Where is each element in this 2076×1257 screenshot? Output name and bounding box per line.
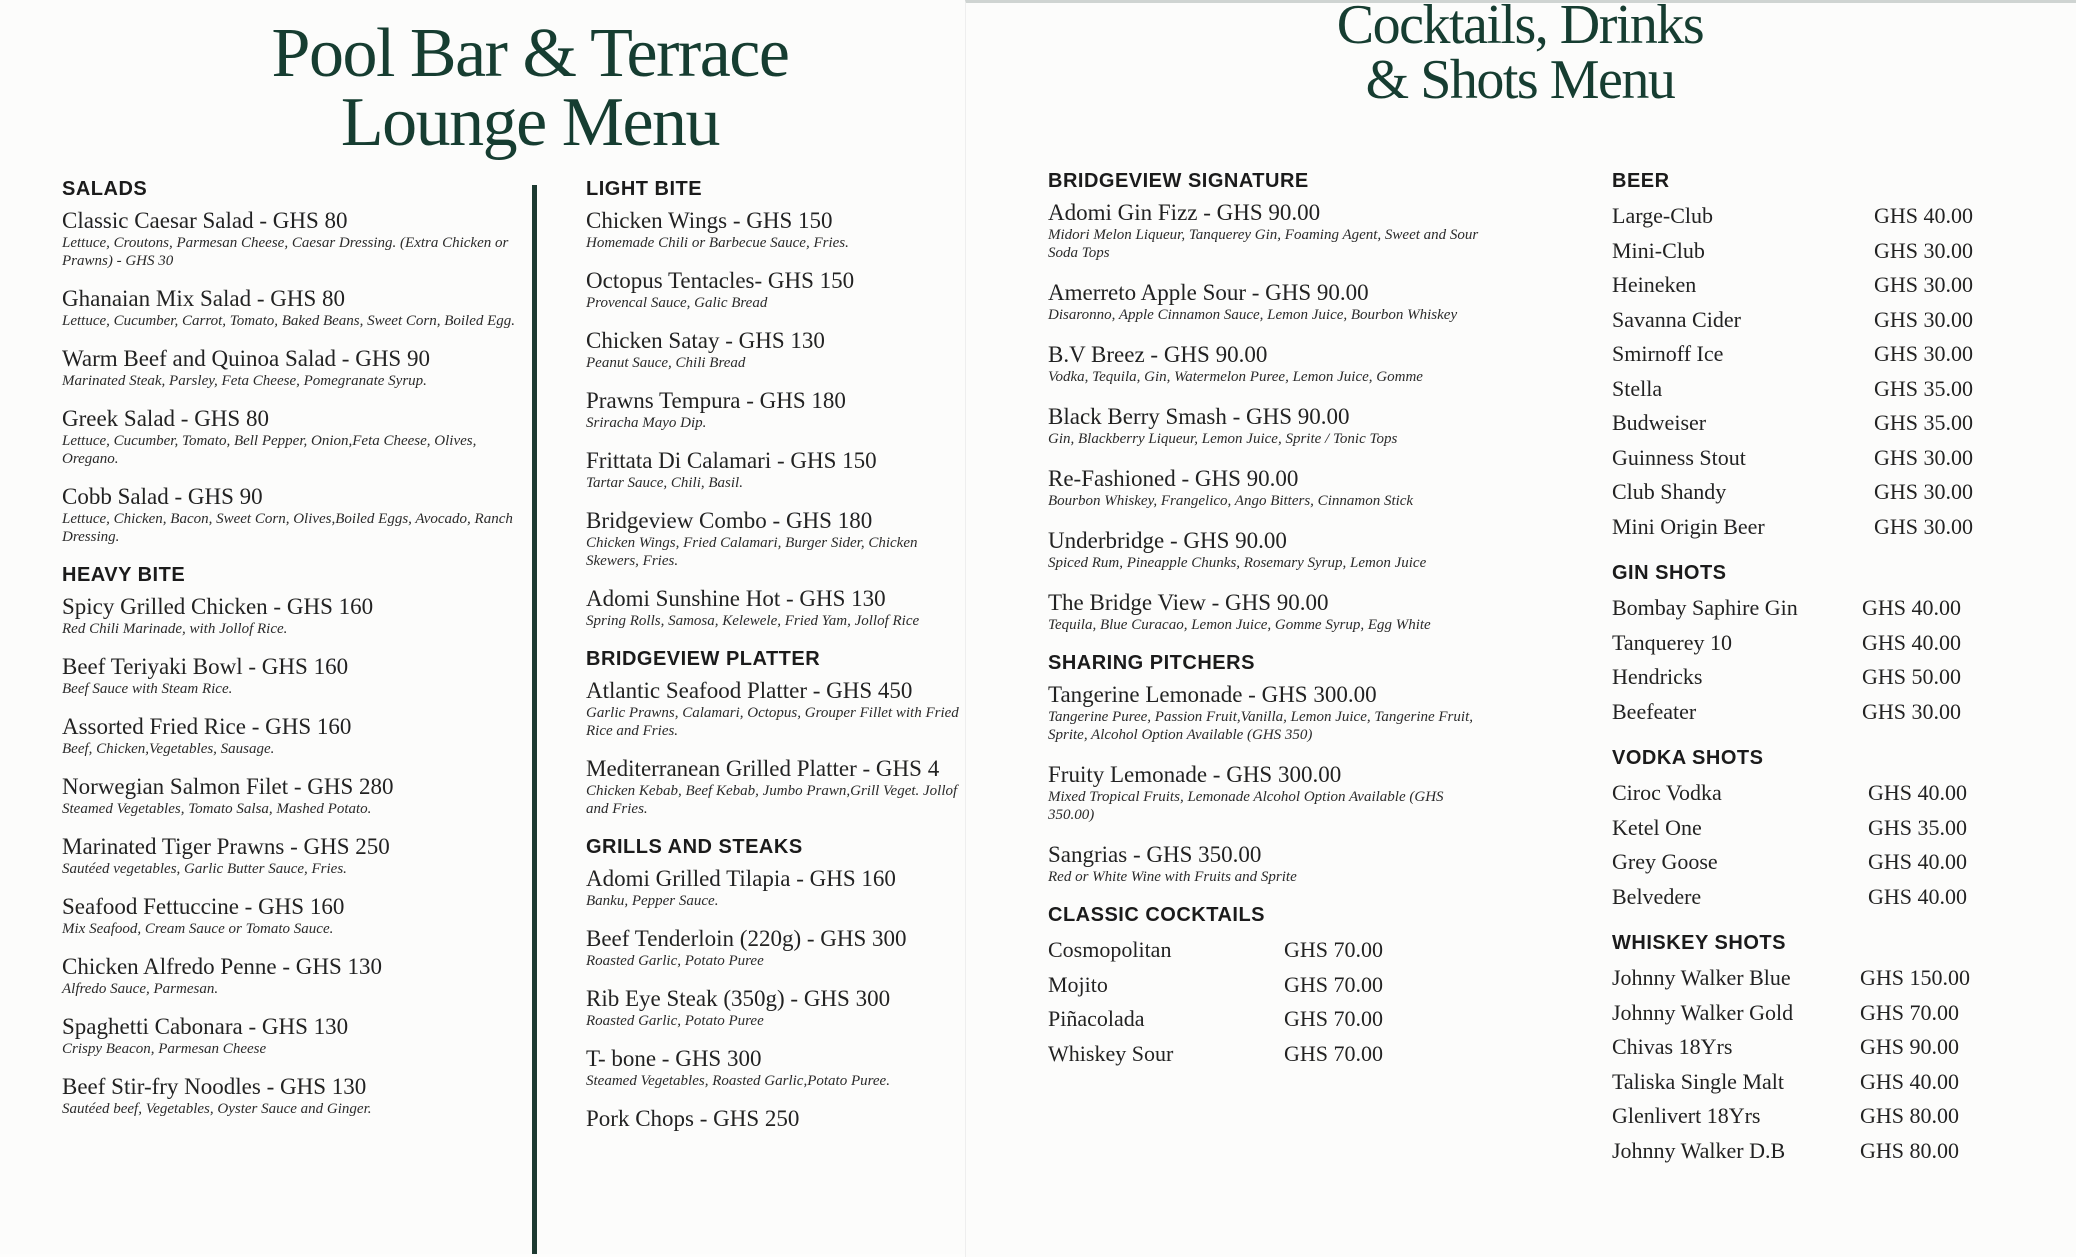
menu-item bbox=[62, 713, 522, 758]
item-description: Vodka, Tequila, Gin, Watermelon Puree, Lemon Juice, Gomme bbox=[1048, 369, 1423, 385]
item-description: Lettuce, Cucumber, Tomato, Bell Pepper, Onion,Feta Cheese, Olives, Oregano. bbox=[62, 433, 477, 467]
item-name: Spicy Grilled Chicken - GHS 160 bbox=[62, 594, 374, 619]
menu-item bbox=[62, 1013, 522, 1058]
menu-item bbox=[1048, 841, 1488, 886]
item-name: Guinness Stout bbox=[1612, 444, 1746, 470]
price-row bbox=[1612, 961, 2032, 996]
item-description: Homemade Chili or Barbecue Sauce, Fries. bbox=[586, 235, 849, 251]
menu-item bbox=[62, 285, 522, 330]
price-row bbox=[1612, 695, 2032, 730]
price-row bbox=[1048, 1037, 1488, 1072]
menu-item bbox=[586, 1045, 961, 1090]
platter-section bbox=[586, 648, 961, 818]
item-name: Johnny Walker Blue bbox=[1612, 965, 1791, 990]
item-name: Smirnoff Ice bbox=[1612, 341, 1724, 366]
item-price: GHS 30.00 bbox=[1874, 306, 1974, 332]
drinks-title-line2: & Shots Menu bbox=[1365, 48, 1675, 111]
item-name: Octopus Tentacles- GHS 150 bbox=[586, 268, 855, 293]
item-name: Spaghetti Cabonara - GHS 130 bbox=[62, 1014, 349, 1039]
section-heading: GRILLS AND STEAKS bbox=[586, 836, 803, 858]
price-row bbox=[1612, 510, 2032, 545]
item-name: The Bridge View - GHS 90.00 bbox=[1048, 590, 1329, 615]
item-price: GHS 40.00 bbox=[1862, 629, 1962, 655]
item-name: Black Berry Smash - GHS 90.00 bbox=[1048, 404, 1350, 429]
item-name: Mediterranean Grilled Platter - GHS 4 bbox=[586, 756, 940, 781]
menu-item bbox=[586, 507, 961, 570]
item-description: Tangerine Puree, Passion Fruit,Vanilla, Lemon Juice, Tangerine Fruit, Sprite, Alcohol Option Available (GHS 350) bbox=[1048, 709, 1473, 743]
menu-item bbox=[62, 953, 522, 998]
item-price: GHS 35.00 bbox=[1868, 814, 1968, 840]
menu-item bbox=[62, 1073, 522, 1118]
food-title-line2: Lounge Menu bbox=[340, 83, 720, 161]
light-bite-list bbox=[586, 207, 961, 630]
item-description: Beef Sauce with Steam Rice. bbox=[62, 681, 233, 697]
item-name: Marinated Tiger Prawns - GHS 250 bbox=[62, 834, 390, 859]
menu-item bbox=[62, 653, 522, 698]
menu-item bbox=[586, 1105, 961, 1132]
price-row bbox=[1048, 933, 1488, 968]
price-row bbox=[1612, 776, 2032, 811]
section-heading: HEAVY BITE bbox=[62, 564, 186, 586]
menu-item bbox=[1048, 761, 1488, 824]
menu-item bbox=[1048, 589, 1488, 634]
item-name: Budweiser bbox=[1612, 410, 1707, 435]
item-name: Grey Goose bbox=[1612, 849, 1718, 874]
item-name: Greek Salad - GHS 80 bbox=[62, 406, 269, 431]
pitchers-list bbox=[1048, 681, 1488, 886]
item-description: Beef, Chicken,Vegetables, Sausage. bbox=[62, 741, 275, 757]
item-description: Alfredo Sauce, Parmesan. bbox=[62, 981, 219, 997]
food-column-1 bbox=[62, 178, 522, 1136]
beer-section bbox=[1612, 170, 2032, 544]
item-price: GHS 30.00 bbox=[1862, 698, 1962, 724]
heavy-bite-section bbox=[62, 564, 522, 1118]
item-name: Ghanaian Mix Salad - GHS 80 bbox=[62, 286, 345, 311]
menu-item bbox=[586, 387, 961, 432]
item-price: GHS 40.00 bbox=[1874, 203, 1974, 228]
drinks-column-2 bbox=[1612, 170, 2032, 1186]
item-name: Tanquerey 10 bbox=[1612, 629, 1733, 655]
signature-section bbox=[1048, 170, 1488, 634]
item-price: GHS 50.00 bbox=[1862, 664, 1962, 689]
salads-section bbox=[62, 178, 522, 546]
menu-item bbox=[62, 893, 522, 938]
item-name: Bridgeview Combo - GHS 180 bbox=[586, 508, 873, 533]
menu-item bbox=[586, 677, 961, 740]
price-row bbox=[1612, 845, 2032, 880]
menu-item bbox=[586, 985, 961, 1030]
item-name: Large-Club bbox=[1612, 203, 1714, 228]
price-row bbox=[1612, 1134, 2032, 1169]
item-price: GHS 150.00 bbox=[1860, 965, 1971, 990]
item-description: Spring Rolls, Samosa, Kelewele, Fried Yam, Jollof Rice bbox=[586, 613, 920, 629]
menu-item bbox=[62, 833, 522, 878]
item-price: GHS 40.00 bbox=[1868, 849, 1968, 874]
menu-item bbox=[586, 865, 961, 910]
item-price: GHS 30.00 bbox=[1874, 341, 1974, 366]
item-name: Glenlivert 18Yrs bbox=[1612, 1103, 1761, 1128]
item-name: B.V Breez - GHS 90.00 bbox=[1048, 342, 1268, 367]
item-price: GHS 30.00 bbox=[1874, 513, 1974, 539]
item-name: Underbridge - GHS 90.00 bbox=[1048, 528, 1287, 553]
item-price: GHS 40.00 bbox=[1862, 595, 1962, 620]
item-name: Classic Caesar Salad - GHS 80 bbox=[62, 208, 348, 233]
item-name: Cosmopolitan bbox=[1048, 937, 1172, 962]
item-description: Marinated Steak, Parsley, Feta Cheese, Pomegranate Syrup. bbox=[62, 373, 427, 389]
price-row bbox=[1048, 968, 1488, 1003]
menu-item bbox=[62, 405, 522, 468]
item-description: Roasted Garlic, Potato Puree bbox=[586, 1013, 764, 1029]
item-description: Chicken Kebab, Beef Kebab, Jumbo Prawn,Grill Veget. Jollof and Fries. bbox=[586, 783, 958, 817]
price-row bbox=[1048, 1002, 1488, 1037]
item-name: Warm Beef and Quinoa Salad - GHS 90 bbox=[62, 346, 430, 371]
menu-item bbox=[1048, 199, 1488, 262]
item-name: T- bone - GHS 300 bbox=[586, 1046, 762, 1071]
item-description: Banku, Pepper Sauce. bbox=[586, 893, 719, 909]
section-heading: BEER bbox=[1612, 170, 1670, 192]
price-row bbox=[1612, 880, 2032, 915]
menu-item bbox=[586, 755, 961, 818]
whiskey-section bbox=[1612, 932, 2032, 1168]
item-name: Re-Fashioned - GHS 90.00 bbox=[1048, 466, 1299, 491]
column-divider bbox=[532, 185, 537, 1254]
item-name: Rib Eye Steak (350g) - GHS 300 bbox=[586, 986, 891, 1011]
item-name: Chicken Alfredo Penne - GHS 130 bbox=[62, 954, 383, 979]
section-heading: SHARING PITCHERS bbox=[1048, 652, 1255, 674]
price-row bbox=[1612, 234, 2032, 269]
item-description: Bourbon Whiskey, Frangelico, Ango Bitters, Cinnamon Stick bbox=[1048, 493, 1414, 509]
item-description: Tequila, Blue Curacao, Lemon Juice, Gomme Syrup, Egg White bbox=[1048, 617, 1431, 633]
menu-item bbox=[62, 593, 522, 638]
item-name: Mojito bbox=[1048, 971, 1108, 997]
item-name: Frittata Di Calamari - GHS 150 bbox=[586, 448, 877, 473]
price-row bbox=[1612, 591, 2032, 626]
item-description: Gin, Blackberry Liqueur, Lemon Juice, Sprite / Tonic Tops bbox=[1048, 431, 1398, 447]
item-description: Red Chili Marinade, with Jollof Rice. bbox=[62, 621, 288, 637]
item-name: Piñacolada bbox=[1048, 1006, 1145, 1031]
item-price: GHS 40.00 bbox=[1860, 1068, 1960, 1094]
item-description: Crispy Beacon, Parmesan Cheese bbox=[62, 1041, 267, 1057]
price-row bbox=[1612, 1065, 2032, 1100]
item-price: GHS 70.00 bbox=[1284, 1006, 1384, 1031]
menu-item bbox=[586, 585, 961, 630]
heavy-bite-list bbox=[62, 593, 522, 1118]
item-description: Lettuce, Cucumber, Carrot, Tomato, Baked Beans, Sweet Corn, Boiled Egg. bbox=[62, 313, 516, 329]
beer-list bbox=[1612, 199, 2032, 544]
menu-item bbox=[1048, 681, 1488, 744]
food-column-2 bbox=[586, 178, 961, 1150]
item-price: GHS 35.00 bbox=[1874, 375, 1974, 401]
menu-item bbox=[1048, 403, 1488, 448]
item-name: Beef Tenderloin (220g) - GHS 300 bbox=[586, 926, 907, 951]
item-name: Sangrias - GHS 350.00 bbox=[1048, 842, 1262, 867]
section-heading: LIGHT BITE bbox=[586, 178, 703, 200]
menu-item bbox=[586, 267, 961, 312]
item-price: GHS 80.00 bbox=[1860, 1137, 1960, 1163]
price-row bbox=[1612, 441, 2032, 476]
price-row bbox=[1612, 811, 2032, 846]
item-name: Chicken Satay - GHS 130 bbox=[586, 328, 825, 353]
drinks-column-1 bbox=[1048, 170, 1488, 1089]
price-row bbox=[1612, 475, 2032, 510]
section-heading: BRIDGEVIEW PLATTER bbox=[586, 648, 821, 670]
item-name: Savanna Cider bbox=[1612, 306, 1741, 332]
item-name: Stella bbox=[1612, 375, 1663, 401]
item-name: Whiskey Sour bbox=[1048, 1040, 1174, 1066]
price-row bbox=[1612, 660, 2032, 695]
item-description: Mix Seafood, Cream Sauce or Tomato Sauce. bbox=[62, 921, 334, 937]
item-description: Sriracha Mayo Dip. bbox=[586, 415, 707, 431]
item-description: Roasted Garlic, Potato Puree bbox=[586, 953, 764, 969]
menu-item bbox=[1048, 279, 1488, 324]
item-price: GHS 30.00 bbox=[1874, 237, 1974, 263]
menu-item bbox=[62, 345, 522, 390]
price-row bbox=[1612, 372, 2032, 407]
item-name: Tangerine Lemonade - GHS 300.00 bbox=[1048, 682, 1377, 707]
item-name: Adomi Sunshine Hot - GHS 130 bbox=[586, 586, 886, 611]
price-row bbox=[1612, 199, 2032, 234]
item-name: Adomi Grilled Tilapia - GHS 160 bbox=[586, 866, 896, 891]
item-name: Beefeater bbox=[1612, 698, 1697, 724]
item-name: Cobb Salad - GHS 90 bbox=[62, 484, 263, 509]
section-heading: VODKA SHOTS bbox=[1612, 747, 1764, 769]
item-description: Peanut Sauce, Chili Bread bbox=[586, 355, 746, 371]
item-description: Tartar Sauce, Chili, Basil. bbox=[586, 475, 743, 491]
section-heading: BRIDGEVIEW SIGNATURE bbox=[1048, 170, 1309, 192]
classic-section bbox=[1048, 904, 1488, 1071]
item-name: Belvedere bbox=[1612, 883, 1702, 909]
item-description: Sautéed beef, Vegetables, Oyster Sauce and Ginger. bbox=[62, 1101, 372, 1117]
gin-section bbox=[1612, 562, 2032, 729]
menu-item bbox=[586, 327, 961, 372]
item-description: Red or White Wine with Fruits and Sprite bbox=[1048, 869, 1297, 885]
menu-item bbox=[586, 207, 961, 252]
item-price: GHS 40.00 bbox=[1868, 780, 1968, 805]
item-name: Assorted Fried Rice - GHS 160 bbox=[62, 714, 352, 739]
whiskey-list bbox=[1612, 961, 2032, 1168]
menu-item bbox=[1048, 465, 1488, 510]
item-name: Beef Teriyaki Bowl - GHS 160 bbox=[62, 654, 349, 679]
price-row bbox=[1612, 303, 2032, 338]
item-name: Seafood Fettuccine - GHS 160 bbox=[62, 894, 345, 919]
item-name: Heineken bbox=[1612, 272, 1697, 297]
gin-list bbox=[1612, 591, 2032, 729]
item-name: Prawns Tempura - GHS 180 bbox=[586, 388, 846, 413]
item-name: Fruity Lemonade - GHS 300.00 bbox=[1048, 762, 1342, 787]
item-description: Disaronno, Apple Cinnamon Sauce, Lemon Juice, Bourbon Whiskey bbox=[1048, 307, 1458, 323]
menu-item bbox=[62, 773, 522, 818]
classic-list bbox=[1048, 933, 1488, 1071]
price-row bbox=[1612, 337, 2032, 372]
item-name: Atlantic Seafood Platter - GHS 450 bbox=[586, 678, 913, 703]
item-name: Mini Origin Beer bbox=[1612, 513, 1765, 539]
price-row bbox=[1612, 996, 2032, 1031]
item-description: Steamed Vegetables, Tomato Salsa, Mashed Potato. bbox=[62, 801, 372, 817]
item-price: GHS 35.00 bbox=[1874, 410, 1974, 435]
salads-list bbox=[62, 207, 522, 546]
section-heading: GIN SHOTS bbox=[1612, 562, 1727, 584]
item-name: Norwegian Salmon Filet - GHS 280 bbox=[62, 774, 394, 799]
item-name: Adomi Gin Fizz - GHS 90.00 bbox=[1048, 200, 1321, 225]
item-description: Sautéed vegetables, Garlic Butter Sauce, Fries. bbox=[62, 861, 347, 877]
grills-list bbox=[586, 865, 961, 1132]
item-description: Provencal Sauce, Galic Bread bbox=[586, 295, 768, 311]
item-name: Bombay Saphire Gin bbox=[1612, 595, 1798, 620]
menu-item bbox=[62, 207, 522, 270]
item-name: Pork Chops - GHS 250 bbox=[586, 1106, 800, 1131]
item-price: GHS 90.00 bbox=[1860, 1034, 1960, 1059]
price-row bbox=[1612, 406, 2032, 441]
item-name: Chicken Wings - GHS 150 bbox=[586, 208, 833, 233]
item-price: GHS 40.00 bbox=[1868, 883, 1968, 909]
menu-item bbox=[586, 447, 961, 492]
vodka-section bbox=[1612, 747, 2032, 914]
section-heading: WHISKEY SHOTS bbox=[1612, 932, 1786, 954]
item-name: Beef Stir-fry Noodles - GHS 130 bbox=[62, 1074, 367, 1099]
vodka-list bbox=[1612, 776, 2032, 914]
price-row bbox=[1612, 626, 2032, 661]
item-description: Lettuce, Chicken, Bacon, Sweet Corn, Olives,Boiled Eggs, Avocado, Ranch Dressing. bbox=[62, 511, 513, 545]
item-description: Steamed Vegetables, Roasted Garlic,Potato Puree. bbox=[586, 1073, 890, 1089]
item-name: Amerreto Apple Sour - GHS 90.00 bbox=[1048, 280, 1369, 305]
drinks-menu-title bbox=[965, 0, 2075, 111]
item-description: Spiced Rum, Pineapple Chunks, Rosemary Syrup, Lemon Juice bbox=[1048, 555, 1427, 571]
item-name: Ketel One bbox=[1612, 814, 1702, 840]
item-price: GHS 70.00 bbox=[1284, 1040, 1384, 1066]
item-name: Mini-Club bbox=[1612, 237, 1705, 263]
item-name: Club Shandy bbox=[1612, 479, 1727, 504]
price-row bbox=[1612, 268, 2032, 303]
item-price: GHS 30.00 bbox=[1874, 272, 1974, 297]
item-description: Mixed Tropical Fruits, Lemonade Alcohol Option Available (GHS 350.00) bbox=[1048, 789, 1444, 823]
grills-section bbox=[586, 836, 961, 1132]
menu-item bbox=[62, 483, 522, 546]
price-row bbox=[1612, 1099, 2032, 1134]
item-price: GHS 70.00 bbox=[1284, 937, 1384, 962]
section-heading: CLASSIC COCKTAILS bbox=[1048, 904, 1266, 926]
menu-item bbox=[586, 925, 961, 970]
item-price: GHS 30.00 bbox=[1874, 444, 1974, 470]
item-name: Taliska Single Malt bbox=[1612, 1068, 1784, 1094]
menu-item bbox=[1048, 341, 1488, 386]
light-bite-section bbox=[586, 178, 961, 630]
pitchers-section bbox=[1048, 652, 1488, 886]
item-name: Ciroc Vodka bbox=[1612, 780, 1722, 805]
item-name: Johnny Walker D.B bbox=[1612, 1137, 1786, 1163]
item-price: GHS 80.00 bbox=[1860, 1103, 1960, 1128]
menu-item bbox=[1048, 527, 1488, 572]
drinks-title-line1: Cocktails, Drinks bbox=[1336, 0, 1704, 56]
item-name: Johnny Walker Gold bbox=[1612, 999, 1794, 1025]
food-menu-title bbox=[0, 15, 1060, 161]
item-name: Hendricks bbox=[1612, 664, 1703, 689]
item-description: Garlic Prawns, Calamari, Octopus, Grouper Fillet with Fried Rice and Fries. bbox=[586, 705, 959, 739]
food-title-line1: Pool Bar & Terrace bbox=[271, 15, 789, 92]
platter-list bbox=[586, 677, 961, 818]
item-description: Midori Melon Liqueur, Tanquerey Gin, Foaming Agent, Sweet and Sour Soda Tops bbox=[1048, 227, 1479, 261]
item-price: GHS 70.00 bbox=[1284, 971, 1384, 997]
item-name: Chivas 18Yrs bbox=[1612, 1034, 1733, 1059]
section-heading: SALADS bbox=[62, 178, 148, 200]
signature-list bbox=[1048, 199, 1488, 634]
item-description: Lettuce, Croutons, Parmesan Cheese, Caesar Dressing. (Extra Chicken or Prawns) - GHS 30 bbox=[62, 235, 509, 269]
item-price: GHS 30.00 bbox=[1874, 479, 1974, 504]
item-price: GHS 70.00 bbox=[1860, 999, 1960, 1025]
price-row bbox=[1612, 1030, 2032, 1065]
item-description: Chicken Wings, Fried Calamari, Burger Sider, Chicken Skewers, Fries. bbox=[586, 535, 918, 569]
